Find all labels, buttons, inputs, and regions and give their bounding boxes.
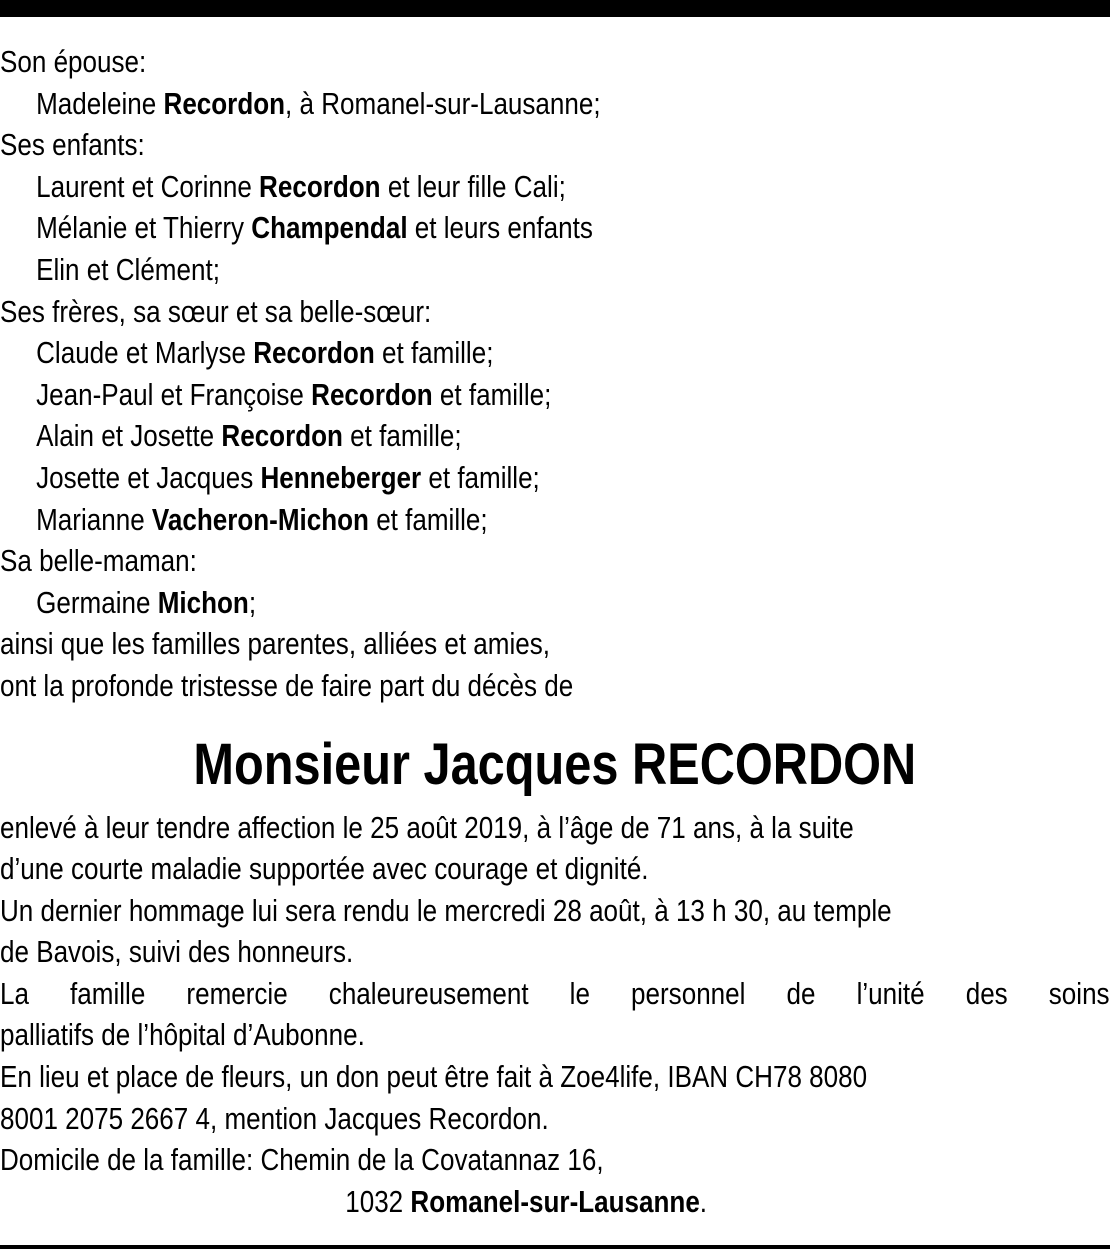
relative-given-names: Alain et Josette xyxy=(36,418,222,454)
relative-entry xyxy=(0,499,1110,541)
justified-word: le xyxy=(569,975,590,1011)
justified-word: famille xyxy=(70,975,146,1011)
relative-given-names: Josette et Jacques xyxy=(36,459,261,495)
relative-given-names: Mélanie et Thierry xyxy=(36,210,252,246)
relative-surname: Recordon xyxy=(221,418,343,454)
relative-suffix: et famille; xyxy=(432,376,552,412)
relative-entry xyxy=(0,415,1110,457)
body-line: 8001 2075 2667 4, mention Jacques Recordon. xyxy=(0,1100,549,1136)
body-line: palliatifs de l’hôpital d’Aubonne. xyxy=(0,1017,365,1053)
relative-suffix: et leur fille Cali; xyxy=(380,168,566,204)
relation-label: Ses enfants: xyxy=(0,127,145,163)
family-list xyxy=(0,41,1110,623)
relative-surname: Recordon xyxy=(259,168,381,204)
relative-surname: Champendal xyxy=(251,210,408,246)
relative-suffix: , à Romanel-sur-Lausanne; xyxy=(285,85,601,121)
relative-entry xyxy=(0,83,1110,125)
body-line: de Bavois, suivi des honneurs. xyxy=(0,934,354,970)
justified-word: chaleureusement xyxy=(328,975,529,1011)
body-line: Domicile de la famille: Chemin de la Covatannaz 16, xyxy=(0,1142,604,1178)
relative-given-names: Jean-Paul et Françoise xyxy=(36,376,312,412)
relative-entry xyxy=(0,332,1110,374)
relative-surname: Vacheron-Michon xyxy=(151,501,369,537)
address-end: . xyxy=(699,1183,708,1219)
relative-entry xyxy=(0,207,1110,249)
justified-word: personnel xyxy=(631,975,746,1011)
relative-suffix: et famille; xyxy=(368,501,488,537)
relative-suffix: et famille; xyxy=(342,418,462,454)
intro-line-2: ont la profonde tristesse de faire part du décès de xyxy=(0,667,574,703)
relative-given-names: Laurent et Corinne xyxy=(36,168,260,204)
relation-label: Ses frères, sa sœur et sa belle-sœur: xyxy=(0,293,432,329)
relative-suffix: et leurs enfants xyxy=(407,210,593,246)
deceased-name: Monsieur Jacques RECORDON xyxy=(193,731,917,797)
relative-entry xyxy=(0,374,1110,416)
body-line: Un dernier hommage lui sera rendu le mercredi 28 août, à 13 h 30, au temple xyxy=(0,892,892,928)
body-line-justified xyxy=(0,973,1110,1015)
relation-label: Son épouse: xyxy=(0,44,147,79)
relative-surname: Recordon xyxy=(163,85,286,121)
body-line: d’une courte maladie supportée avec courage et dignité. xyxy=(0,851,649,887)
relative-surname: Recordon xyxy=(253,335,375,371)
relative-given-names: Germaine xyxy=(36,584,158,620)
address-postcode: 1032 xyxy=(345,1183,411,1219)
justified-word: La xyxy=(0,975,29,1011)
relative-given-names: Madeleine xyxy=(36,85,164,121)
intro-line-1: ainsi que les familles parentes, alliées et amies, xyxy=(0,626,551,662)
relative-given-names: Elin et Clément; xyxy=(36,251,220,287)
justified-word: remercie xyxy=(186,975,288,1011)
body-line: En lieu et place de fleurs, un don peut être fait à Zoe4life, IBAN CH78 8080 xyxy=(0,1059,868,1095)
relative-surname: Michon xyxy=(157,584,249,620)
relative-entry xyxy=(0,457,1110,499)
body-line: enlevé à leur tendre affection le 25 août 2019, à l’âge de 71 ans, à la suite xyxy=(0,809,854,845)
relative-given-names: Marianne xyxy=(36,501,152,537)
relative-surname: Recordon xyxy=(311,376,433,412)
address-line xyxy=(0,1181,1110,1223)
top-rule xyxy=(0,0,1110,17)
address-town: Romanel-sur-Lausanne xyxy=(410,1183,700,1219)
bottom-rule xyxy=(0,1245,1110,1249)
justified-word: soins xyxy=(1048,975,1110,1011)
relative-suffix: et famille; xyxy=(374,335,494,371)
justified-word: des xyxy=(965,975,1008,1011)
relative-suffix: ; xyxy=(248,584,257,620)
relation-label: Sa belle-maman: xyxy=(0,543,197,579)
relative-entry xyxy=(0,249,1110,291)
justified-word: de xyxy=(786,975,816,1011)
relative-suffix: et famille; xyxy=(421,459,540,495)
relative-entry xyxy=(0,582,1110,624)
justified-word: l’unité xyxy=(856,975,925,1011)
relative-given-names: Claude et Marlyse xyxy=(36,335,254,371)
relative-entry xyxy=(0,166,1110,208)
relative-surname: Henneberger xyxy=(260,459,422,495)
obituary-text xyxy=(0,41,1110,1222)
